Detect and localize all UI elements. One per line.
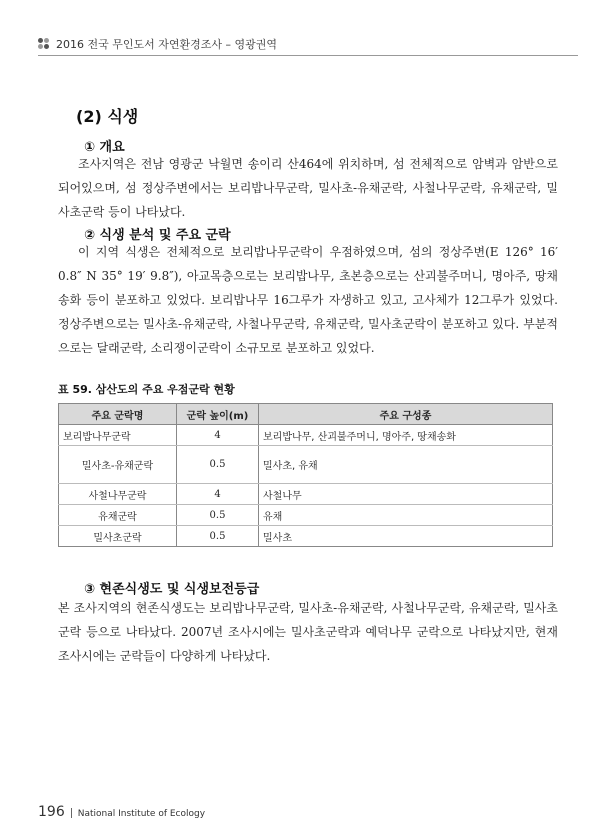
table-cell: 0.5 <box>177 446 259 484</box>
table-header-cell: 주요 군락명 <box>59 404 177 425</box>
section-title: (2) 식생 <box>76 107 139 126</box>
page-footer <box>38 804 205 820</box>
table-row <box>59 446 553 484</box>
footer-divider <box>71 808 72 818</box>
table-cell: 0.5 <box>177 505 259 526</box>
subsection-heading-overview: ① 개요 <box>84 140 125 155</box>
table-caption: 표 59. 삼산도의 주요 우점군락 현황 <box>58 383 235 396</box>
table-header-cell: 군락 높이(m) <box>177 404 259 425</box>
analysis-paragraph: 이 지역 식생은 전체적으로 보리밥나무군락이 우점하였으며, 섬의 정상주변(E 126° 16′ 0.8″ N 35° 19′ 9.8″), 아교목층으로는 보리밥나무, 초본층으로는 산괴불주머니, 명아주, 땅채송화 등이 분포하고 있었다. 보리밥나무 16그루가 자생하고 있고, 고사체가 12그루가 있었다. 정상주변으로는 밀사초-유채군락, 사철나무군락, 유채군락, 밀사초군락이 분포하고 있다. 부분적으로는 달래군락, 소리쟁이군락이 소규모로 분포하고 있었다. <box>58 245 558 355</box>
table-cell: 유채군락 <box>59 505 177 526</box>
table-cell: 보리밥나무군락 <box>59 425 177 446</box>
vegetation-map-paragraph: 본 조사지역의 현존식생도는 보리밥나무군락, 밀사초-유채군락, 사철나무군락, 유채군락, 밀사초군락 등으로 나타났다. 2007년 조사시에는 밀사초군락과 예덕나무 군락으로 나타났지만, 현재 조사시에는 군락들이 다양하게 나타났다. <box>58 601 558 663</box>
header-title: 2016 전국 무인도서 자연환경조사 – 영광권역 <box>56 38 277 51</box>
table-cell: 밀사초 <box>259 526 553 547</box>
subsection-heading-vegetation-map: ③ 현존식생도 및 식생보전등급 <box>84 582 260 597</box>
table-row <box>59 484 553 505</box>
table-header-cell: 주요 구성종 <box>259 404 553 425</box>
subsection-heading-analysis: ② 식생 분석 및 주요 군락 <box>84 228 231 243</box>
page-number: 196 <box>38 804 65 820</box>
footer-institute: National Institute of Ecology <box>77 809 206 819</box>
header-rule <box>38 55 578 56</box>
table-cell: 밀사초군락 <box>59 526 177 547</box>
table-row <box>59 425 553 446</box>
table-row <box>59 505 553 526</box>
community-table <box>58 403 553 547</box>
table-cell: 보리밥나무, 산괴불주머니, 명아주, 땅채송화 <box>259 425 553 446</box>
table-cell: 밀사초-유채군락 <box>59 446 177 484</box>
table-cell: 4 <box>177 425 259 446</box>
table-cell: 0.5 <box>177 526 259 547</box>
table-cell: 사철나무 <box>259 484 553 505</box>
table-cell: 사철나무군락 <box>59 484 177 505</box>
table-row <box>59 526 553 547</box>
table-cell: 밀사초, 유채 <box>259 446 553 484</box>
overview-paragraph: 조사지역은 전남 영광군 낙월면 송이리 산464에 위치하며, 섬 전체적으로 암벽과 암반으로 되어있으며, 섬 정상주변에서는 보리밥나무군락, 밀사초-유채군락, 사철나무군락, 유채군락, 밀사초군락 등이 나타났다. <box>58 157 558 219</box>
table-header-row <box>59 404 553 425</box>
table-cell: 유채 <box>259 505 553 526</box>
running-header <box>38 36 578 52</box>
header-dots-icon <box>38 38 52 50</box>
table-cell: 4 <box>177 484 259 505</box>
